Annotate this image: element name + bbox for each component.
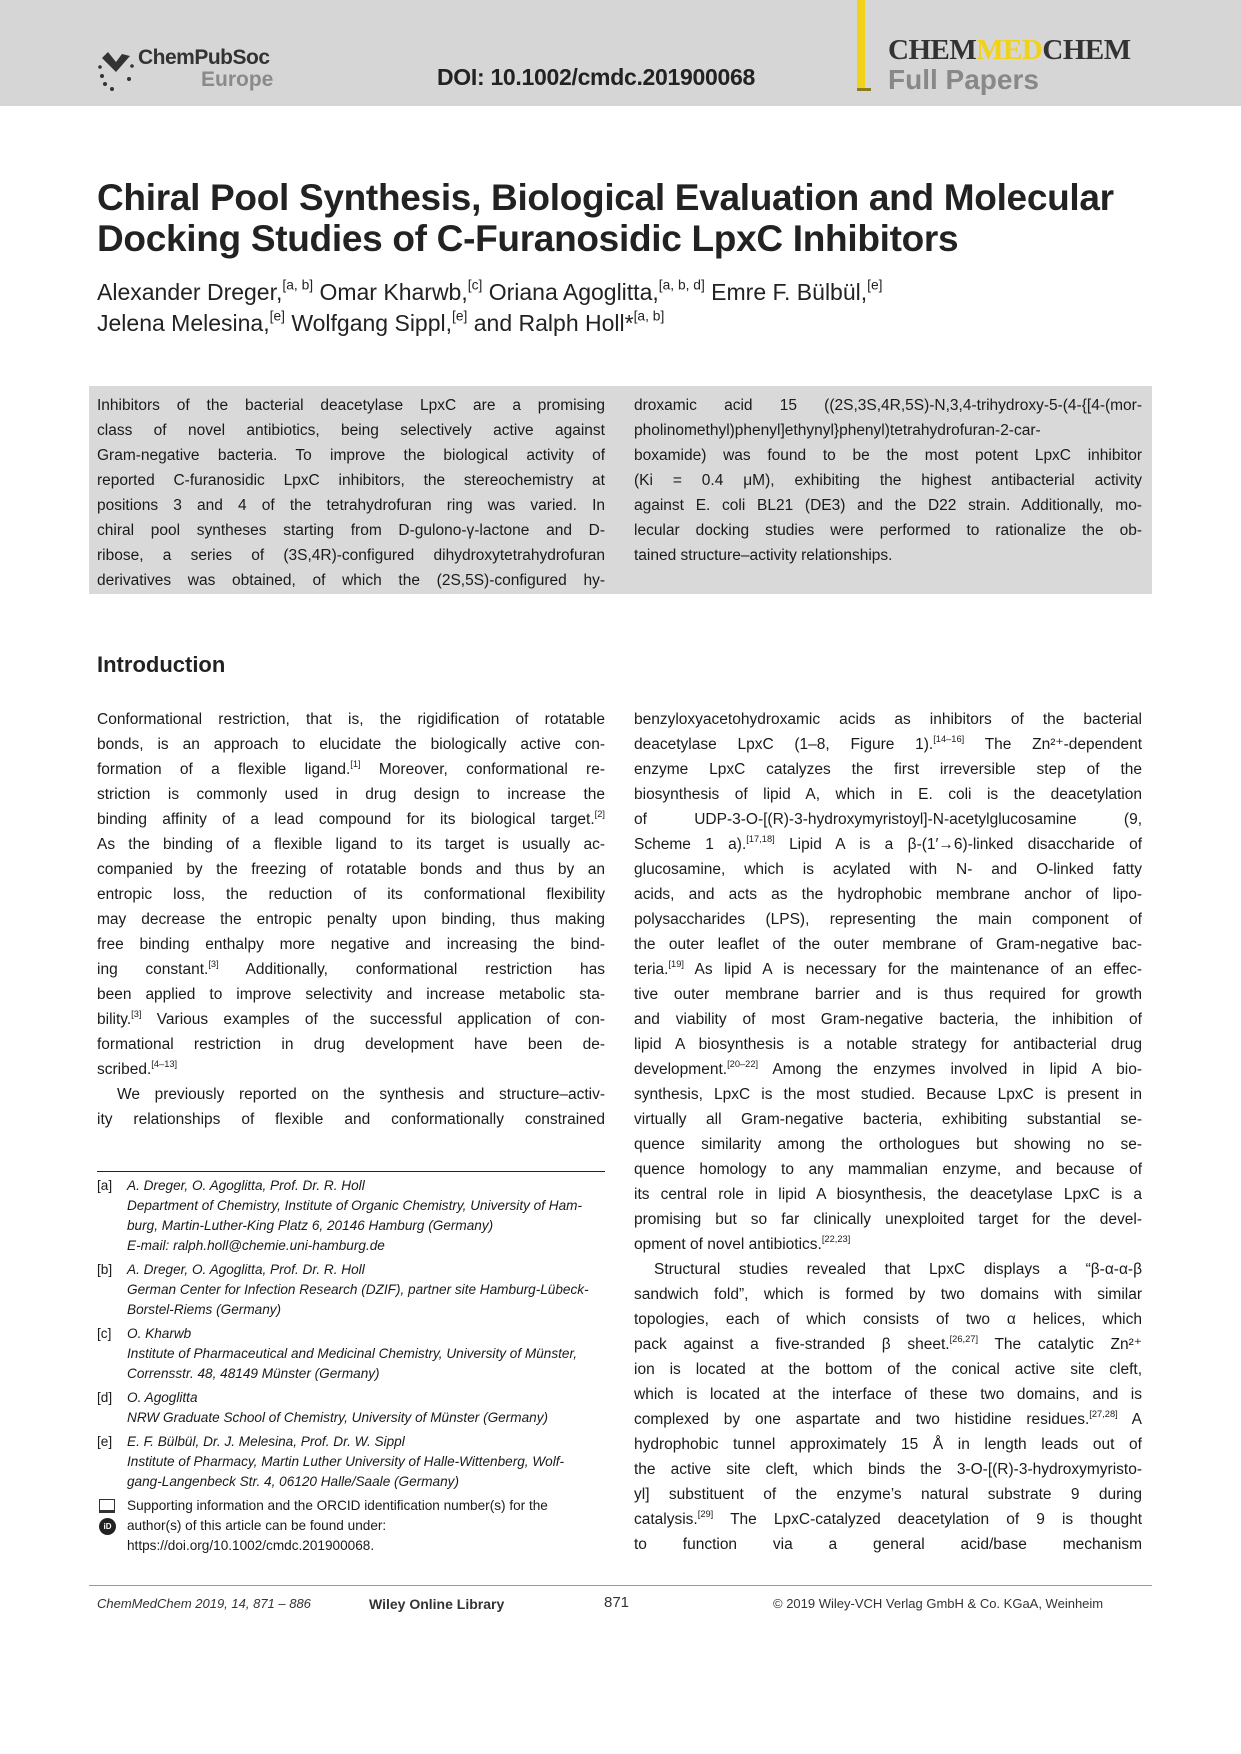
- section-heading-introduction: Introduction: [97, 652, 226, 677]
- text-line: (Ki = 0.4 μM), exhibiting the highest antibacterial activity: [634, 472, 1142, 489]
- text-line: pholinomethyl)phenyl]ethynyl}phenyl)tetrahydrofuran-2-car-: [634, 422, 1041, 439]
- affiliation-marker: [e]: [269, 308, 285, 324]
- text-line: Gram-negative bacteria. To improve the biological activity of: [97, 447, 605, 464]
- text-line: companied by the freezing of rotatable bonds and thus by an: [97, 861, 605, 878]
- text-line: chiral pool syntheses starting from D-gulono-γ-lactone and D-: [97, 522, 605, 539]
- footnote-label: [e]: [97, 1434, 113, 1449]
- title-line: Chiral Pool Synthesis, Biological Evaluation and Molecular: [97, 177, 1114, 218]
- article-title: [97, 177, 1157, 259]
- affiliation-footnote: [97, 1324, 617, 1384]
- text-line: class of novel antibiotics, being selectively active against: [97, 422, 605, 439]
- text-line: We previously reported on the synthesis and structure–activ-: [117, 1086, 605, 1103]
- footnote-line: O. Kharwb: [127, 1326, 192, 1341]
- citation-reference[interactable]: [29]: [697, 1509, 714, 1520]
- text-line: opment of novel antibiotics.[22,23]: [634, 1234, 851, 1253]
- citation-reference[interactable]: [3]: [208, 959, 219, 970]
- citation-reference[interactable]: [17,18]: [746, 834, 775, 845]
- supporting-info-line: author(s) of this article can be found under:: [127, 1518, 387, 1533]
- page-number: 871: [604, 1594, 630, 1611]
- affiliation-marker: [a, b, d]: [658, 277, 705, 293]
- affiliation-footnote: [97, 1260, 617, 1320]
- text-line: to function via a general acid/base mechanism: [634, 1536, 1142, 1553]
- text-line: As the binding of a flexible ligand to its target is usually ac-: [97, 836, 605, 853]
- journal-name-a: CHEM: [888, 34, 977, 66]
- text-line: formation of a flexible ligand.[1] Moreover, conformational re-: [97, 759, 605, 778]
- footnote-line: A. Dreger, O. Agoglitta, Prof. Dr. R. Holl: [127, 1262, 365, 1277]
- text-line: the active site cleft, which binds the 3-O-[(R)-3-hydroxymyristo-: [634, 1461, 1142, 1478]
- text-line: lecular docking studies were performed to rationalize the ob-: [634, 522, 1142, 539]
- text-line: Scheme 1 a).[17,18] Lipid A is a β-(1′→6)-linked disaccharide of: [634, 834, 1143, 853]
- text-line: teria.[19] As lipid A is necessary for the maintenance of an effec-: [634, 959, 1142, 978]
- author-line: [97, 308, 1157, 339]
- footer-citation: ChemMedChem 2019, 14, 871 – 886: [97, 1596, 311, 1611]
- text-line: virtually all Gram-negative bacteria, exhibiting substantial se-: [634, 1111, 1142, 1128]
- citation-reference[interactable]: [20–22]: [727, 1059, 759, 1070]
- text-line: may decrease the entropic penalty upon binding, thus making: [97, 911, 605, 928]
- footnote-line: German Center for Infection Research (DZIF), partner site Hamburg-Lübeck-: [127, 1282, 589, 1297]
- text-line: benzyloxyacetohydroxamic acids as inhibitors of the bacterial: [634, 711, 1142, 728]
- text-line: quence homology to any mammalian enzyme, and because of: [634, 1161, 1142, 1178]
- text-line: derivatives was obtained, of which the (2S,5S)-configured hy-: [97, 572, 605, 589]
- author-name: Omar Kharwb,: [313, 279, 468, 305]
- footnote-label: [c]: [97, 1326, 112, 1341]
- body-right-column: [634, 707, 1142, 1557]
- text-line: boxamide) was found to be the most potent LpxC inhibitor: [634, 447, 1142, 464]
- text-line: bonds, is an approach to elucidate the biologically active con-: [97, 736, 605, 753]
- text-line: striction is commonly used in drug design to increase the: [97, 786, 605, 803]
- author-name: and Ralph Holl*: [467, 310, 634, 336]
- supporting-info-link[interactable]: https://doi.org/10.1002/cmdc.201900068.: [127, 1538, 375, 1553]
- citation-reference[interactable]: [14–16]: [933, 734, 965, 745]
- text-line: ing constant.[3] Additionally, conformational restriction has: [97, 959, 605, 978]
- text-line: been applied to improve selectivity and increase metabolic sta-: [97, 986, 605, 1003]
- author-line: [97, 277, 1157, 308]
- abstract-right-column: [634, 393, 1142, 568]
- text-line: lipid A biosynthesis is a notable strategy for antibacterial drug: [634, 1036, 1142, 1053]
- text-line: glucosamine, which is acylated with N- and O-linked fatty: [634, 861, 1142, 878]
- affiliation-footnote: [97, 1432, 617, 1492]
- citation-reference[interactable]: [27,28]: [1089, 1409, 1118, 1420]
- affiliation-footnote: [97, 1388, 617, 1428]
- text-line: the outer leaflet of the outer membrane of Gram-negative bac-: [634, 936, 1142, 953]
- footer-divider: [89, 1585, 1152, 1586]
- title-line: Docking Studies of C-Furanosidic LpxC Inhibitors: [97, 218, 959, 259]
- affiliation-footnotes: [97, 1176, 617, 1556]
- text-line: sandwich fold”, which is formed by two domains with similar: [634, 1286, 1142, 1303]
- text-line: scribed.[4–13]: [97, 1059, 178, 1078]
- body-left-column: [97, 707, 605, 1132]
- affiliation-marker: [e]: [867, 277, 883, 293]
- text-line: Inhibitors of the bacterial deacetylase LpxC are a promising: [97, 397, 605, 414]
- author-name: Emre F. Bülbül,: [704, 279, 868, 305]
- text-line: hydrophobic tunnel approximately 15 Å in length leads out of: [634, 1436, 1142, 1453]
- text-line: development.[20–22] Among the enzymes involved in lipid A bio-: [634, 1059, 1142, 1078]
- footnote-line: gang-Langenbeck Str. 4, 06120 Halle/Saale (Germany): [127, 1474, 459, 1489]
- accent-bar: [857, 0, 865, 90]
- footnote-line: NRW Graduate School of Chemistry, University of Münster (Germany): [127, 1410, 549, 1425]
- logo-text-bottom: Europe: [201, 68, 274, 91]
- footnote-divider: [97, 1171, 605, 1172]
- text-line: its central role in lipid A biosynthesis, the deacetylase LpxC is a: [634, 1186, 1142, 1203]
- text-line: pack against a five-stranded β sheet.[26,27] The catalytic Zn²⁺: [634, 1334, 1142, 1353]
- journal-name-b: MED: [976, 34, 1043, 66]
- footnote-line: burg, Martin-Luther-King Platz 6, 20146 Hamburg (Germany): [127, 1218, 494, 1233]
- citation-reference[interactable]: [4–13]: [151, 1059, 178, 1070]
- footnote-line[interactable]: E-mail: ralph.holl@chemie.uni-hamburg.de: [127, 1238, 385, 1253]
- footnote-label: [d]: [97, 1390, 113, 1405]
- accent-bar-shadow: [857, 88, 871, 91]
- citation-reference[interactable]: [1]: [350, 759, 361, 770]
- affiliation-marker: [c]: [467, 277, 483, 293]
- chempubsoc-logo: [96, 44, 286, 96]
- footnote-label: [a]: [97, 1178, 113, 1193]
- affiliation-footnote: [97, 1176, 617, 1256]
- footnote-line: E. F. Bülbül, Dr. J. Melesina, Prof. Dr. W. Sippl: [127, 1434, 405, 1449]
- author-list: [97, 277, 1157, 339]
- footnote-line: A. Dreger, O. Agoglitta, Prof. Dr. R. Holl: [127, 1178, 365, 1193]
- text-line: of UDP-3-O-[(R)-3-hydroxymyristoyl]-N-acetylglucosamine (9,: [634, 811, 1142, 828]
- footnote-line: Institute of Pharmaceutical and Medicinal Chemistry, University of Münster,: [127, 1346, 578, 1361]
- affiliation-marker: [e]: [452, 308, 468, 324]
- citation-reference[interactable]: [22,23]: [821, 1234, 851, 1245]
- text-line: positions 3 and 4 of the tetrahydrofuran ring was varied. In: [97, 497, 605, 514]
- citation-reference[interactable]: [2]: [594, 809, 605, 820]
- text-line: ribose, a series of (3S,4R)-configured dihydroxytetrahydrofuran: [97, 547, 605, 564]
- text-line: against E. coli BL21 (DE3) and the D22 strain. Additionally, mo-: [634, 497, 1142, 514]
- footnote-line: O. Agoglitta: [127, 1390, 198, 1405]
- footnote-line: Department of Chemistry, Institute of Organic Chemistry, University of Ham-: [127, 1198, 583, 1213]
- author-name: Jelena Melesina,: [97, 310, 270, 336]
- text-line: which is located at the interface of these two domains, and is: [634, 1386, 1142, 1403]
- text-line: tive outer membrane barrier and is thus required for growth: [634, 986, 1142, 1003]
- text-line: bility.[3] Various examples of the successful application of con-: [97, 1009, 605, 1028]
- footnote-line: Borstel-Riems (Germany): [127, 1302, 282, 1317]
- author-name: Wolfgang Sippl,: [284, 310, 453, 336]
- text-line: entropic loss, the reduction of its conformational flexibility: [97, 886, 605, 903]
- text-line: binding affinity of a lead compound for its biological target.[2]: [97, 809, 605, 828]
- author-name: Oriana Agoglitta,: [482, 279, 659, 305]
- journal-name: [888, 34, 1131, 67]
- footnote-line: Institute of Pharmacy, Martin Luther University of Halle-Wittenberg, Wolf-: [127, 1454, 565, 1469]
- doi-link[interactable]: DOI: 10.1002/cmdc.201900068: [437, 64, 755, 90]
- text-line: topologies, each of which consists of two α helices, which: [634, 1311, 1142, 1328]
- text-line: yl] substituent of the enzyme’s natural substrate 9 during: [634, 1486, 1142, 1503]
- text-line: reported C-furanosidic LpxC inhibitors, the stereochemistry at: [97, 472, 605, 489]
- text-line: synthesis, LpxC is the most studied. Because LpxC is present in: [634, 1086, 1142, 1103]
- orcid-icon: iD: [99, 1518, 116, 1535]
- text-line: complexed by one aspartate and two histidine residues.[27,28] A: [634, 1409, 1143, 1428]
- wiley-online-library-link[interactable]: Wiley Online Library: [369, 1596, 505, 1612]
- article-type: Full Papers: [888, 64, 1039, 95]
- text-line: and viability of most Gram-negative bacteria, the inhibition of: [634, 1011, 1142, 1028]
- text-line: promising but so far clinically unexploited target for the devel-: [634, 1211, 1142, 1228]
- laptop-icon: [99, 1499, 115, 1513]
- affiliation-marker: [a, b]: [633, 308, 665, 324]
- footnote-label: [b]: [97, 1262, 113, 1277]
- supporting-information-note: [97, 1496, 617, 1556]
- text-line: acids, and acts as the hydrophobic membrane anchor of lipo-: [634, 886, 1142, 903]
- text-line: tained structure–activity relationships.: [634, 547, 893, 564]
- text-line: Structural studies revealed that LpxC displays a “β-α-α-β: [654, 1261, 1142, 1278]
- supporting-info-line: Supporting information and the ORCID identification number(s) for the: [127, 1498, 548, 1513]
- text-line: deacetylase LpxC (1–8, Figure 1).[14–16] The Zn²⁺-dependent: [634, 734, 1142, 753]
- footer-copyright: © 2019 Wiley-VCH Verlag GmbH & Co. KGaA, Weinheim: [773, 1596, 1104, 1611]
- text-line: formational restriction in drug development have been de-: [97, 1036, 605, 1053]
- text-line: ion is located at the bottom of the conical active site cleft,: [634, 1361, 1142, 1378]
- text-line: Conformational restriction, that is, the rigidification of rotatable: [97, 711, 605, 728]
- abstract-left-column: [97, 393, 605, 593]
- citation-reference[interactable]: [3]: [131, 1009, 142, 1020]
- text-line: enzyme LpxC catalyzes the first irreversible step of the: [634, 761, 1142, 778]
- text-line: polysaccharides (LPS), representing the main component of: [634, 911, 1142, 928]
- text-line: free binding enthalpy more negative and increasing the bind-: [97, 936, 605, 953]
- citation-reference[interactable]: [26,27]: [949, 1334, 979, 1345]
- footnote-line: Corrensstr. 48, 48149 Münster (Germany): [127, 1366, 380, 1381]
- journal-header: [0, 0, 1241, 106]
- journal-name-c: CHEM: [1042, 34, 1131, 66]
- text-line: catalysis.[29] The LpxC-catalyzed deacetylation of 9 is thought: [634, 1509, 1142, 1528]
- affiliation-marker: [a, b]: [282, 277, 314, 293]
- citation-reference[interactable]: [19]: [668, 959, 684, 970]
- text-line: biosynthesis of lipid A, which in E. coli is the deacetylation: [634, 786, 1142, 803]
- logo-stars-icon: [96, 46, 136, 92]
- text-line: quence similarity among the orthologues but showing no se-: [634, 1136, 1142, 1153]
- text-line: droxamic acid 15 ((2S,3S,4R,5S)-N,3,4-trihydroxy-5-(4-{[4-(mor-: [634, 397, 1142, 414]
- author-name: Alexander Dreger,: [97, 279, 283, 305]
- text-line: ity relationships of flexible and conformationally constrained: [97, 1111, 605, 1128]
- logo-text-top: ChemPubSoc: [138, 46, 270, 69]
